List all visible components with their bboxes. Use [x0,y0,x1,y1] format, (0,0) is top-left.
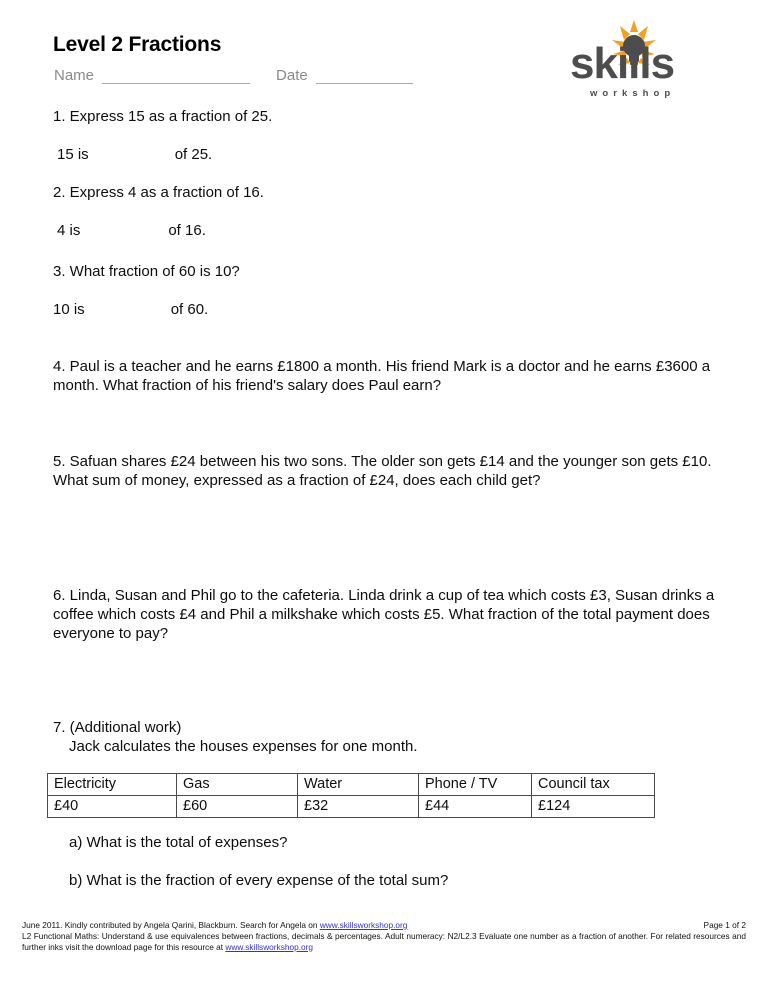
date-label: Date [276,67,308,84]
footer-credit-text: June 2011. Kindly contributed by Angela Qarini, Blackburn. Search for Angela on [22,920,320,930]
question-1-answer-line [57,145,212,164]
table-value-cell: £44 [419,796,532,818]
question-3-prompt: 3. What fraction of 60 is 10? [53,263,240,280]
question-2-answer-line [57,221,206,240]
table-header-cell: Council tax [532,774,655,796]
table-header-cell: Gas [177,774,298,796]
question-2-answer-suffix: of 16. [168,222,206,239]
question-7a-prompt: a) What is the total of expenses? [69,834,288,851]
table-row [48,796,655,818]
table-value-cell: £40 [48,796,177,818]
page-footer [22,920,746,952]
question-7b-prompt: b) What is the fraction of every expense of the total sum? [69,872,449,889]
table-header-cell: Electricity [48,774,177,796]
table-value-cell: £60 [177,796,298,818]
question-1-answer-suffix: of 25. [174,146,213,163]
question-3-answer-prefix: 10 is [53,301,85,318]
table-value-cell: £124 [532,796,655,818]
table-header-cell: Water [298,774,419,796]
question-4-prompt: 4. Paul is a teacher and he earns £1800 a month. His friend Mark is a doctor and he earns £3600 a month. What fraction of his friend's salary does Paul earn? [53,358,711,394]
logo-subtitle: w o r k s h o p [590,88,672,99]
name-date-row [54,67,413,84]
question-2-answer-prefix: 4 is [57,222,81,239]
question-1-answer-prefix: 15 is [57,146,89,163]
expenses-table-wrapper [47,773,655,818]
expenses-table [47,773,655,818]
footer-curriculum-text: L2 Functional Maths: Understand & use equivalences between fractions, decimals & percentages. Adult numeracy: N2/L2.3 Evaluate one number as a fraction of another. For related resources and further inks visit the download page for this resource at [22,931,746,952]
footer-line-1 [22,920,746,931]
table-value-cell: £32 [298,796,419,818]
question-7-prompt: 7. (Additional work) [53,719,182,736]
question-1-prompt: 1. Express 15 as a fraction of 25. [53,108,273,125]
name-label: Name [54,67,95,84]
page-number: Page 1 of 2 [703,920,746,930]
worksheet-header [0,0,768,110]
question-6-prompt: 6. Linda, Susan and Phil go to the cafeteria. Linda drink a cup of tea which costs £3, Susan drinks a coffee which costs £4 and Phil a milkshake which costs £5. What fraction of the total payment does everyone to pay? [53,587,715,642]
name-input-rule[interactable] [102,70,250,84]
question-2-prompt: 2. Express 4 as a fraction of 16. [53,184,264,201]
date-input-rule[interactable] [316,70,413,84]
skillsworkshop-download-link[interactable]: www.skillsworkshop.org [225,941,313,952]
question-3-answer-suffix: of 60. [170,301,209,318]
logo-wordmark: skills [570,39,675,88]
table-header-row [48,774,655,796]
question-3-answer-line [53,300,208,319]
table-header-cell: Phone / TV [419,774,532,796]
page-title: Level 2 Fractions [53,33,222,56]
question-5-prompt: 5. Safuan shares £24 between his two sons. The older son gets £14 and the younger son gets £10. What sum of money, expressed as a fraction of £24, does each child get? [53,453,712,489]
footer-line-2 [22,931,746,952]
skillsworkshop-link[interactable]: www.skillsworkshop.org [319,920,408,930]
skills-workshop-logo [568,16,708,106]
question-7-subtitle: Jack calculates the houses expenses for one month. [69,738,418,755]
